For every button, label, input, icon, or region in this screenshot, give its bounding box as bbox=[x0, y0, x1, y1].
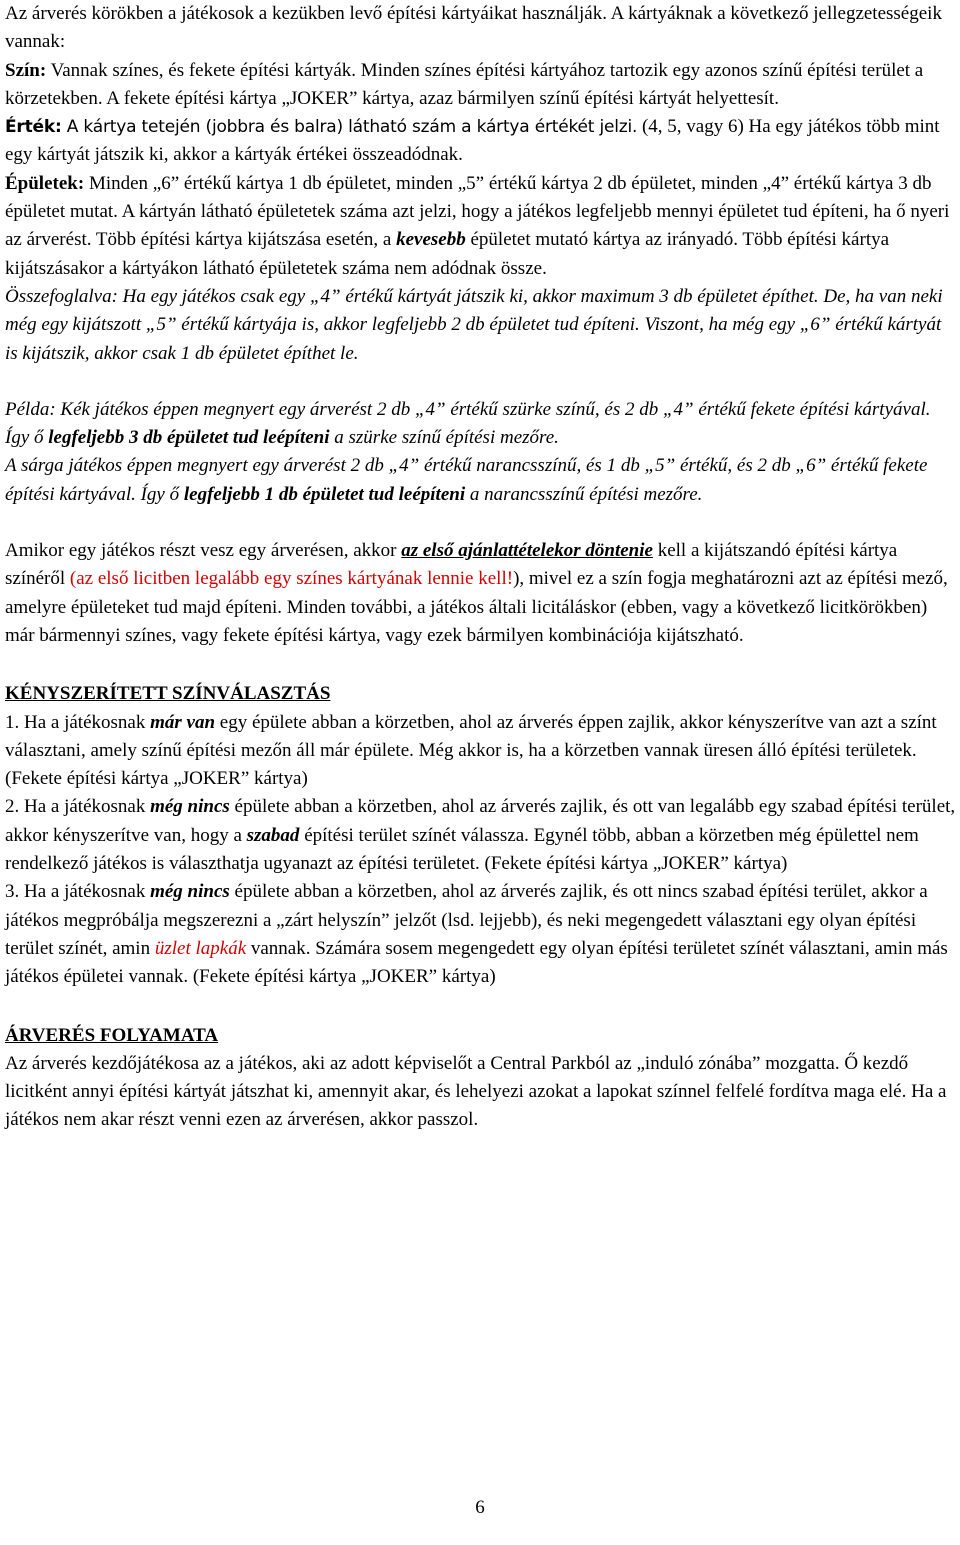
forced-rule-2-text: 2. Ha a játékosnak bbox=[5, 796, 151, 818]
buildings-text: Minden „6” értékű kártya 1 db épületet, minden „5” értékű kártya 2 db épületet, minden „4” értékű kártya 3 db épületet mutat. A kártyán látható épületetek száma azt jelzi, hogy a játékos legfeljebb mennyi épületet tud építeni, ha ő nyeri az árverést. Több építési kártya kijátszása esetén, a bbox=[5, 172, 950, 251]
auction-rule-paragraph bbox=[5, 537, 956, 650]
forced-rule-2-text-2: épülete abban a körzetben, ahol az árverés zajlik, és ott van legalább egy szabad építési terület, akkor kényszerítve van, hogy a bbox=[5, 796, 956, 846]
joker-text: A fekete építési kártya „JOKER” kártya, azaz bármilyen színű építési kártyát helyettesít. bbox=[106, 87, 779, 109]
forced-rule-2 bbox=[5, 793, 956, 878]
auction-flow-paragraph: Az árverés kezdőjátékosa az a játékos, aki az adott képviselőt a Central Parkból az „induló zónába” mozgatta. Ő kezdő licitként annyi építési kártyát játszhat ki, amennyit akar, és lehelyezi azokat a lapokat színnel felfelé fordítva maga elé. Ha a játékos nem akar részt venni ezen az árverésen, akkor passzol. bbox=[5, 1052, 947, 1131]
forced-rule-1 bbox=[5, 709, 956, 794]
buildings-text-2: épületet mutató kártya az irányadó. Több építési kártya kijátszásakor a kártyákon látható épületetek száma nem adódnak össze. bbox=[5, 229, 890, 279]
auction-flow-heading: ÁRVERÉS FOLYAMATA bbox=[5, 1024, 219, 1046]
forced-rule-3-text-2: épülete abban a körzetben, ahol az árverés zajlik, és ott nincs szabad építési terület, akkor a játékos megpróbálja megszerezni a „zárt helyszín” jelzőt (lsd. lejjebb), és neki megengedett választani egy olyan építési terület színét, amin bbox=[5, 881, 928, 959]
forced-rule-1-text: 1. Ha a játékosnak bbox=[5, 711, 151, 733]
page-number: 6 bbox=[475, 1497, 485, 1518]
forced-rule-1-emphasis: már van bbox=[150, 711, 216, 733]
spacer bbox=[5, 650, 956, 680]
intro-paragraph bbox=[5, 0, 956, 113]
example-yellow-end: a narancsszínű építési mezőre. bbox=[465, 483, 703, 505]
color-text: Vannak színes, és fekete építési kártyák. Minden színes építési kártyához tartozik egy azonos színű építési terület a körzetekben. bbox=[5, 59, 924, 109]
auction-rule-warning: (az első licitben legalább egy színes kártyának lennie kell! bbox=[69, 568, 514, 590]
forced-rule-3-text: 3. Ha a játékosnak bbox=[5, 881, 151, 903]
buildings-label: Épületek: bbox=[5, 172, 85, 194]
forced-rule-1-text-2: egy épülete abban a körzetben, ahol az árverés éppen zajlik, akkor kényszerítve van azt a színt választani, amely színű építési mezőn áll már épülete. Még akkor is, ha a körzetben vannak üresen álló építési területek. (Fekete építési kártya „JOKER” kártya) bbox=[5, 711, 937, 790]
buildings-paragraph bbox=[5, 170, 956, 283]
example-yellow bbox=[5, 452, 956, 509]
example-blue-emphasis: legfeljebb 3 db épületet tud leépíteni bbox=[48, 427, 330, 449]
forced-rule-2-emphasis: még nincs bbox=[150, 796, 230, 818]
spacer bbox=[5, 509, 956, 537]
example-yellow-emphasis: legfeljebb 1 db épületet tud leépíteni bbox=[183, 483, 466, 505]
forced-rule-3-text-3: vannak. Számára sosem megengedett egy olyan építési területet színét választani, amin más játékos épületei vannak. (Fekete építési kártya „JOKER” kártya) bbox=[5, 937, 948, 988]
example-blue-end: a szürke színű építési mezőre. bbox=[329, 427, 559, 449]
color-label: Szín: bbox=[5, 59, 47, 81]
intro-text: Az árverés körökben a játékosok a kezükben levő építési kártyáikat használják. A kártyáknak a következő jellegzetességeik vannak: bbox=[5, 3, 942, 53]
forced-rule-3-red-text: üzlet lapkák bbox=[154, 937, 247, 959]
fewer-emphasis: kevesebb bbox=[396, 229, 466, 251]
auction-rule-text: Amikor egy játékos részt vesz egy árverésen, akkor bbox=[5, 540, 402, 562]
value-label: Érték: bbox=[5, 117, 62, 138]
forced-color-heading: KÉNYSZERÍTETT SZÍNVÁLASZTÁS bbox=[5, 683, 331, 705]
forced-rule-3-emphasis: még nincs bbox=[150, 881, 230, 903]
forced-rule-3 bbox=[5, 878, 956, 991]
auction-rule-emphasis: az első ajánlattételekor döntenie bbox=[401, 540, 653, 562]
auction-rule-text-2: kell a kijátszandó építési kártya színéről bbox=[5, 540, 898, 590]
spacer bbox=[5, 992, 956, 1022]
auction-rule-text-3: ), mivel ez a szín fogja meghatározni azt az építési mező, amelyre épületeket tud majd építeni. Minden további, a játékos általi licitáláskor (ebben, vagy a következő licitkörökben) már bármennyi színes, vagy fekete építési kártya, vagy ezek bármilyen kombinációja kijátszható. bbox=[5, 568, 948, 646]
example-yellow-text: A sárga játékos éppen megnyert egy árverést 2 db „4” értékű narancsszínű, és 1 db „5” értékű, és 2 db „6” értékű fekete építési kártyával. Így ő bbox=[5, 455, 928, 505]
spacer bbox=[5, 368, 956, 396]
example-blue-text: Példa: Kék játékos éppen megnyert egy árverést 2 db „4” értékű szürke színű, és 2 db „4” értékű fekete építési kártyával. Így ő bbox=[5, 398, 931, 449]
forced-rule-2-text-3: építési terület színét válassza. Egynél több, abban a körzetben még épülettel nem rendelkező játékos is választhatja ugyanazt az építési területet. (Fekete építési kártya „JOKER” kártya) bbox=[5, 824, 919, 875]
forced-rule-2-emphasis-2: szabad bbox=[246, 824, 300, 846]
value-text: A kártya tetején (jobbra és balra) látható szám a kártya értékét jelzi. bbox=[61, 117, 638, 138]
summary-paragraph: Összefoglalva: Ha egy játékos csak egy „4” értékű kártyát játszik ki, akkor maximum 3 db épületet építhet. De, ha van neki még egy kijátszott „5” értékű kártyája is, akkor legfeljebb 2 db épületet tud építeni. Viszont, ha még egy „6” értékű kártyát is kijátszik, akkor csak 1 db épületet építhet le. bbox=[5, 285, 943, 364]
value-text-2: (4, 5, vagy 6) Ha egy játékos több mint egy kártyát játszik ki, akkor a kártyák értékei összeadódnak. bbox=[5, 116, 940, 166]
example-blue bbox=[5, 396, 956, 453]
value-paragraph bbox=[5, 113, 956, 170]
